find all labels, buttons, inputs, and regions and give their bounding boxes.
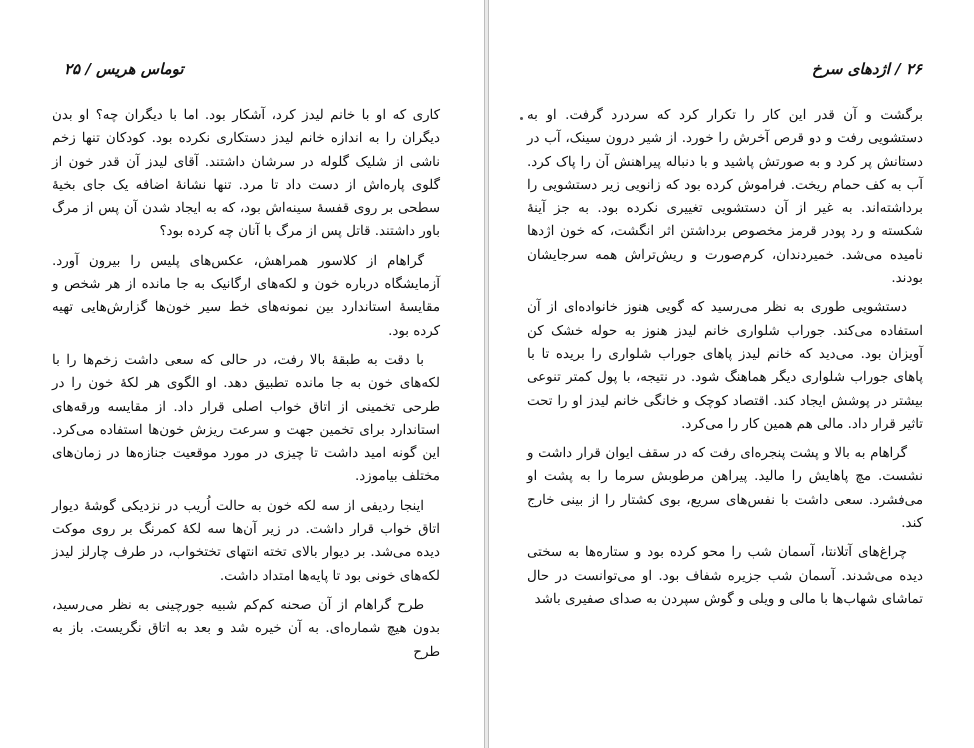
left-paragraph-4: اینجا ردیفی از سه لکه خون به حالت اُریب در نزدیکی گوشهٔ دیوار اتاق خواب قرار داشت. در زیر آن‌ها سه لکهٔ کمرنگ بر روی موکت دیده می‌شد. بر دیوار بالای تخته انتهای تختخواب، در طرف چارلز لیدز لکه‌های خونی بود تا پایه‌ها امتداد داشت.: [52, 498, 440, 584]
right-paragraph-2: دستشویی طوری به نظر می‌رسید که گویی هنوز خانواده‌ای از آن استفاده می‌کند. جوراب شلواری خانم لیدز هنوز به حوله خشک کن آویزان بود. می‌دید که خانم لیدز پاهای جوراب شلواری را بریده تا با پاهای جوراب شلواری دیگر هماهنگ شود. در نتیجه، با پول کمتر تنوعی بیشتر در پوشش ایجاد کند. اقتصاد کوچک و خانگی خانم لیدز او را تحت تاثیر قرار داد. مالی هم همین کار را می‌کرد.: [527, 300, 923, 432]
right-page-header: ۲۶ / اژدهای سرخ: [811, 60, 922, 78]
left-paragraph-2: گراهام از کلاسور همراهش، عکس‌های پلیس را بیرون آورد. آزمایشگاه درباره خون و لکه‌های ارگانیک به جا مانده از هر شخص و مقایسهٔ استاندارد بین نمونه‌های خط سیر خون‌ها گزارش‌هایی تهیه کرده بود.: [52, 253, 440, 339]
left-paragraph-3: با دقت به طبقهٔ بالا رفت، در حالی که سعی داشت زخم‌ها را با لکه‌های خون به جا مانده تطبیق دهد. او الگوی هر لکهٔ خون را در طرحی تخمینی از اتاق خواب اصلی قرار داد. از مقایسه ورقه‌های استاندارد برای تخمین جهت و سرعت ریزش خون‌ها استفاده می‌کرد. این گونه امید داشت تا چیزی در مورد موقعیت جنازه‌ها در زمان‌های مختلف بیاموزد.: [52, 352, 440, 485]
right-page-body: [527, 104, 923, 617]
right-page: [488, 0, 974, 748]
left-page: [0, 0, 485, 748]
ink-speck: [520, 117, 523, 120]
left-page-body: [52, 104, 440, 670]
right-paragraph-1: برگشت و آن قدر این کار را تکرار کرد که سردرد گرفت. او به دستشویی رفت و دو قرص آخرش را خورد. از شیر درون سینک، آب در دستانش پر کرد و به صورتش پاشید و با دنباله پیراهنش آن را پاک کرد. آب به کف حمام ریخت. فراموش کرده بود که زانویی زیر دستشویی را برداشته‌اند. به غیر از آن دستشویی تغییری نکرده بود. به جز آینهٔ شکسته و رد پودر قرمز مخصوص برداشتن اثر انگشت، که خون اژدها نامیده می‌شد. خمیردندان، کرم‌صورت و ریش‌تراش همه سرجایشان بودند.: [527, 108, 923, 287]
right-paragraph-4: چراغ‌های آتلانتا، آسمان شب را محو کرده بود و ستاره‌ها به سختی دیده می‌شدند. آسمان شب جزیره شفاف بود. او می‌توانست در حال تماشای شهاب‌ها با مالی و ویلی و گوش سپردن به صدای صفیری باشد: [527, 545, 923, 607]
left-page-header: توماس هریس / ۲۵: [64, 60, 184, 78]
left-paragraph-1: کاری که او با خانم لیدز کرد، آشکار بود. اما با دیگران چه؟ او بدن دیگران را به اندازه خانم لیدز دستکاری نکرده بود. کودکان تنها زخم ناشی از شلیک گلوله در سرشان داشتند. آقای لیدز آن قدر خون از گلوی پاره‌اش از دست داد تا مرد. تنها نشانهٔ اضافه یک جای بخیهٔ سطحی بر روی قفسهٔ سینه‌اش بود، که به ایجاد شدن آن پس از مرگ باور داشتند. قاتل پس از مرگ با آنان چه کرده بود؟: [52, 108, 440, 240]
right-paragraph-3: گراهام به بالا و پشت پنجره‌ای رفت که در سقف ایوان قرار داشت و نشست. مچ پاهایش را مالید. پیراهن مرطوبش سرما را به پشت او می‌فشرد. سعی داشت با نفس‌های سریع، بوی کشتار را از بینی خارج کند.: [527, 446, 923, 532]
left-paragraph-5: طرح گراهام از آن صحنه کم‌کم شبیه جورچینی به نظر می‌رسید، بدون هیچ شماره‌ای. به آن خیره شد و بعد به اتاق نگریست. باز به طرح: [52, 597, 440, 660]
